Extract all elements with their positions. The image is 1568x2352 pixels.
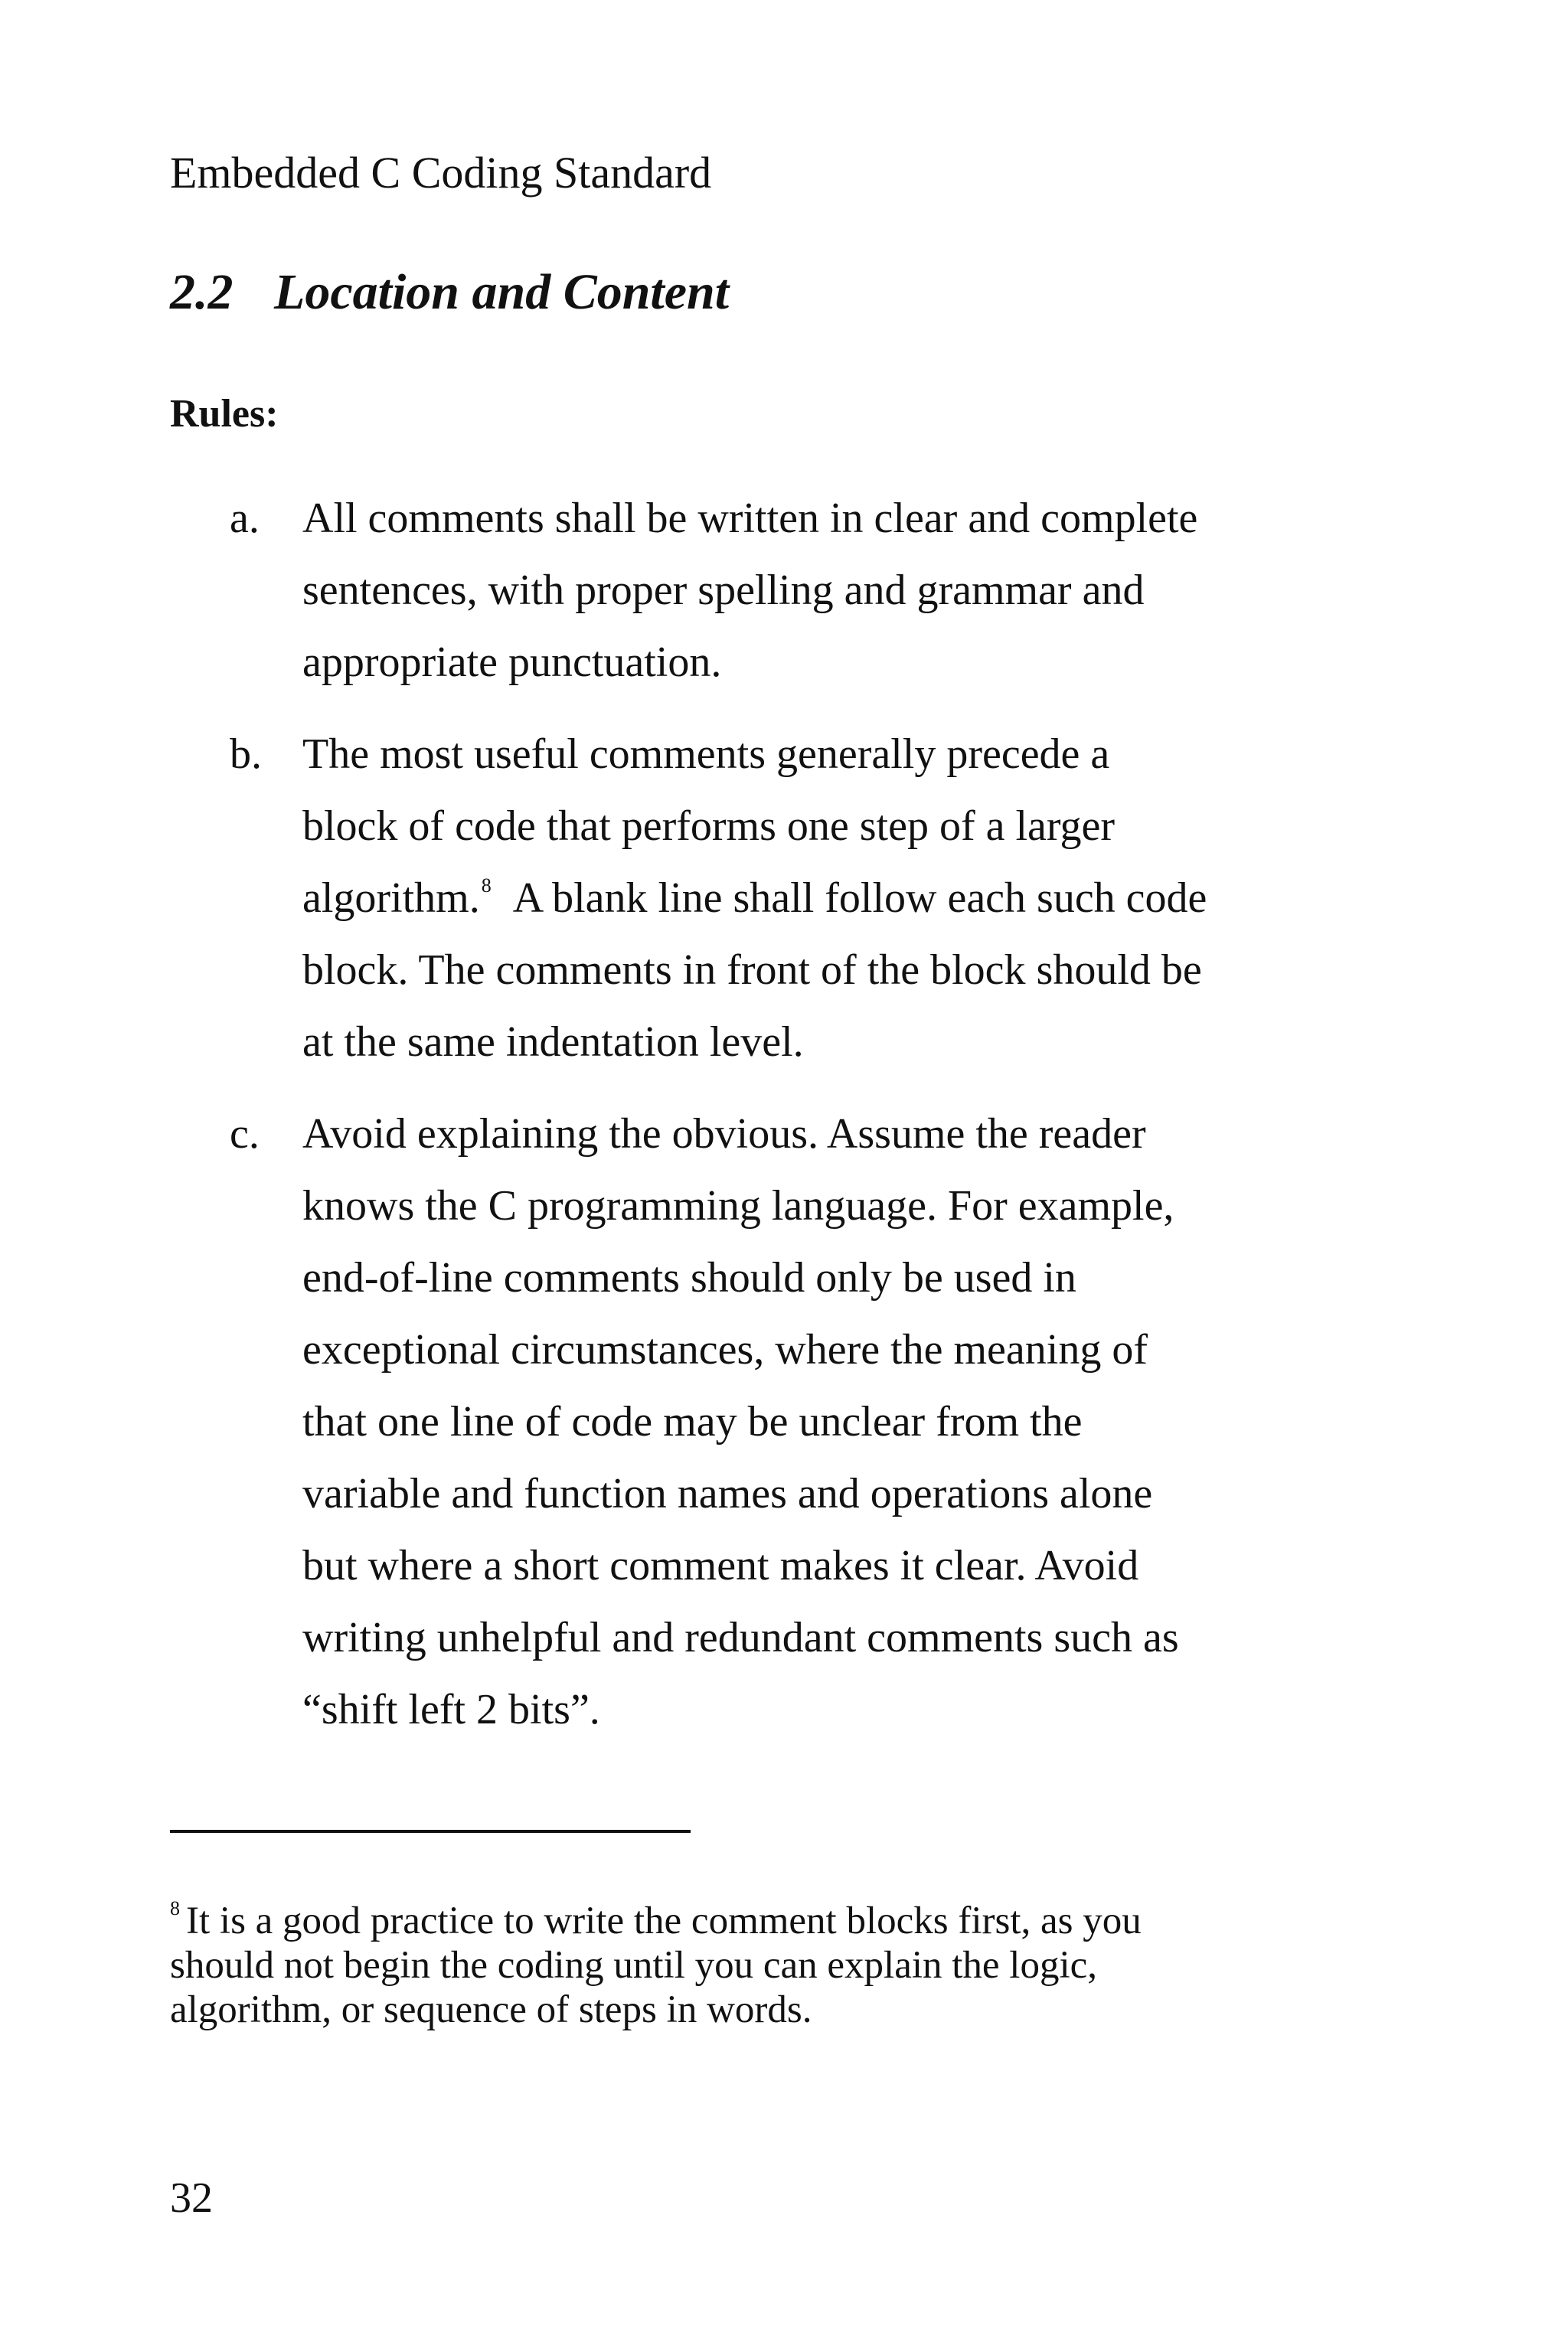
rule-marker: b. xyxy=(230,730,262,778)
rule-text-segment: A blank line shall follow each such code xyxy=(512,874,1207,922)
rule-text-line: variable and function names and operations alone xyxy=(302,1470,1153,1517)
rule-text-line: end-of-line comments should only be used in xyxy=(302,1254,1076,1302)
rule-text-segment: algorithm. xyxy=(302,874,480,922)
footnote-line: algorithm, or sequence of steps in words. xyxy=(170,1988,812,2031)
section-title: Location and Content xyxy=(274,264,730,320)
rule-text-line: Avoid explaining the obvious. Assume the reader xyxy=(302,1110,1146,1158)
section-heading xyxy=(170,260,729,325)
footnote-text: It is a good practice to write the comment blocks first, as you xyxy=(186,1900,1142,1942)
page-number: 32 xyxy=(170,2174,213,2222)
rules-list xyxy=(230,482,1348,1766)
rule-text-line: appropriate punctuation. xyxy=(302,639,722,686)
rule-text-line: block. The comments in front of the block should be xyxy=(302,946,1202,994)
rule-item-b xyxy=(230,718,1348,1078)
rule-text-line: writing unhelpful and redundant comments such as xyxy=(302,1614,1179,1661)
rule-text-line-with-footnote xyxy=(302,862,1348,934)
rule-text-line: but where a short comment makes it clear. Avoid xyxy=(302,1542,1139,1589)
rule-text-line: block of code that performs one step of a larger xyxy=(302,802,1116,850)
footnote-divider xyxy=(170,1830,691,1833)
rule-text-line: All comments shall be written in clear and complete xyxy=(302,495,1198,542)
rule-text-line: at the same indentation level. xyxy=(302,1018,804,1066)
section-number: 2.2 xyxy=(170,264,234,320)
rule-text-line: knows the C programming language. For example, xyxy=(302,1182,1174,1230)
footnote xyxy=(170,1899,1364,2032)
rule-text-line: “shift left 2 bits”. xyxy=(302,1686,600,1733)
footnote-number: 8 xyxy=(170,1897,180,1919)
rule-text-line: that one line of code may be unclear from the xyxy=(302,1398,1083,1446)
rule-item-c xyxy=(230,1098,1348,1746)
rule-text-line: exceptional circumstances, where the meaning of xyxy=(302,1326,1148,1374)
rule-item-a xyxy=(230,482,1348,698)
footnote-line xyxy=(170,1899,1364,1943)
footnote-reference[interactable]: 8 xyxy=(481,874,492,897)
running-header: Embedded C Coding Standard xyxy=(170,148,712,198)
rule-marker: a. xyxy=(230,495,260,542)
rules-label: Rules: xyxy=(170,392,279,436)
footnote-line: should not begin the coding until you can explain the logic, xyxy=(170,1944,1098,1987)
rule-text-line: The most useful comments generally precede a xyxy=(302,730,1110,778)
rule-text-line: sentences, with proper spelling and grammar and xyxy=(302,567,1145,614)
rule-marker: c. xyxy=(230,1110,260,1158)
